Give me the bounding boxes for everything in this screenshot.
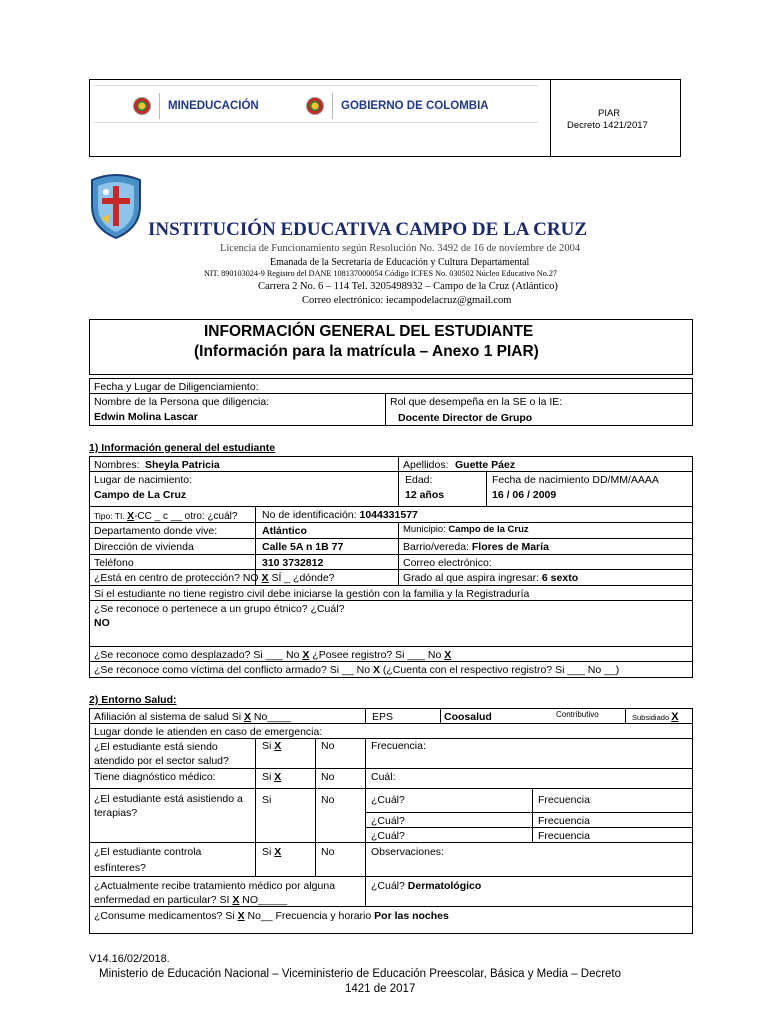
terapias-no: No <box>321 794 335 806</box>
persona-value: Edwin Molina Lascar <box>94 411 198 423</box>
municipio: Municipio: Campo de la Cruz <box>403 524 529 535</box>
terapia-cual-3: ¿Cuál? <box>371 830 405 842</box>
proteccion: ¿Está en centro de protección? NO X SÍ _ ¿dónde? <box>94 572 335 584</box>
version: V14.16/02/2018. <box>89 953 170 965</box>
terapia-cual-1: ¿Cuál? <box>371 794 405 806</box>
grado: Grado al que aspira ingresar: 6 sexto <box>403 572 579 584</box>
institution-name: INSTITUCIÓN EDUCATIVA CAMPO DE LA CRUZ <box>148 219 588 240</box>
fecha-nacimiento-label: Fecha de nacimiento DD/MM/AAAA <box>492 474 659 486</box>
diagnostico-no: No <box>321 771 335 783</box>
barrio: Barrio/vereda: Flores de María <box>403 541 549 553</box>
eps-value: Coosalud <box>444 711 492 723</box>
telefono-value: 310 3732812 <box>262 557 324 569</box>
doc-code: PIAR <box>598 108 621 119</box>
atendido-no: No <box>321 740 335 752</box>
medicamentos: ¿Consume medicamentos? Si X No__ Frecuencia y horario Por las noches <box>94 910 449 922</box>
doc-decree: Decreto 1421/2017 <box>567 120 648 131</box>
form-subtitle: (Información para la matrícula – Anexo 1 PIAR) <box>194 343 539 360</box>
edad-value: 12 años <box>405 489 445 501</box>
terapia-frecuencia-2: Frecuencia <box>538 815 590 827</box>
form-title: INFORMACIÓN GENERAL DEL ESTUDIANTE <box>204 323 534 340</box>
correo-label: Correo electrónico: <box>403 557 492 569</box>
terapia-cual-2: ¿Cuál? <box>371 815 405 827</box>
subsidiado: Subsidiado X <box>632 711 679 723</box>
esfinteres-si: Si X <box>262 846 282 858</box>
victima: ¿Se reconoce como víctima del conflicto armado? Si __ No X (¿Cuenta con el respectivo registro? Si ___ No __) <box>94 664 620 676</box>
gobierno-logo: GOBIERNO DE COLOMBIA <box>306 93 489 119</box>
rol-label: Rol que desempeña en la SE o la IE: <box>390 396 563 408</box>
persona-label: Nombre de la Persona que diligencia: <box>94 396 270 408</box>
footer-line2: 1421 de 2017 <box>345 983 416 995</box>
atendido-si: Si X <box>262 740 282 752</box>
etnico-label: ¿Se reconoce o pertenece a un grupo étnico? ¿Cuál? <box>94 603 345 615</box>
institution-email: Correo electrónico: iecampodelacruz@gmail.com <box>302 295 512 306</box>
apellidos-label: Apellidos: <box>403 459 449 471</box>
section2-heading: 2) Entorno Salud: <box>89 694 177 706</box>
identificacion: No de identificación: 1044331577 <box>262 509 418 521</box>
rol-value: Docente Director de Grupo <box>398 412 533 424</box>
departamento-value: Atlántico <box>262 525 307 537</box>
tratamiento: ¿Actualmente recibe tratamiento médico por alguna enfermedad en particular? SI X NO_____ <box>94 880 336 907</box>
direccion-label: Dirección de vivienda <box>94 541 194 553</box>
tratamiento-cual: ¿Cuál? Dermatológico <box>371 880 482 892</box>
institution-license: Licencia de Funcionamiento según Resolución No. 3492 de 16 de noviembre de 2004 <box>220 243 581 254</box>
institution-address: Carrera 2 No. 6 – 114 Tel. 3205498932 – Campo de la Cruz (Atlántico) <box>258 281 558 292</box>
etnico-value: NO <box>94 617 110 629</box>
terapia-frecuencia-1: Frecuencia <box>538 794 590 806</box>
mineducacion-logo: MINEDUCACIÓN <box>133 93 259 119</box>
diagnostico-si: Si X <box>262 771 282 783</box>
terapias-si: Si <box>262 794 272 806</box>
direccion-value: Calle 5A n 1B 77 <box>262 541 344 553</box>
atendido-label: ¿El estudiante está siendo atendido por el sector salud? <box>94 741 229 768</box>
emergencia-label: Lugar donde le atienden en caso de emergencia: <box>94 726 323 738</box>
apellidos-value: Guette Páez <box>455 459 516 471</box>
edad-label: Edad: <box>405 474 433 486</box>
school-crest-icon <box>88 172 144 240</box>
nombres-value: Sheyla Patricia <box>145 459 220 471</box>
coat-of-arms-icon <box>133 97 151 115</box>
footer-line1: Ministerio de Educación Nacional – Viceministerio de Educación Preescolar, Básica y Media – Decreto <box>99 968 622 980</box>
section1-heading: 1) Información general del estudiante <box>89 442 276 454</box>
afiliacion: Afiliación al sistema de salud Si X No____ <box>94 711 291 723</box>
institution-nit: NIT. 890103024-9 Registro del DANE 108137000054 Código ICFES No. 030502 Núcleo Educativo No.27 <box>204 269 558 278</box>
esfinteres-no: No <box>321 846 335 858</box>
contributivo-label: Contributivo <box>556 710 599 719</box>
frecuencia-label: Frecuencia: <box>371 740 426 752</box>
registro-civil-note: Si el estudiante no tiene registro civil debe iniciarse la gestión con la familia y la Registraduría <box>94 588 530 600</box>
eps-label: EPS <box>372 711 394 723</box>
fecha-nacimiento-value: 16 / 06 / 2009 <box>492 489 557 501</box>
diagnostico-cual: Cuál: <box>371 771 396 783</box>
diagnostico-label: Tiene diagnóstico médico: <box>94 771 216 783</box>
departamento-label: Departamento donde vive: <box>94 525 218 537</box>
terapia-frecuencia-3: Frecuencia <box>538 830 590 842</box>
fecha-lugar-label: Fecha y Lugar de Diligenciamiento: <box>94 381 259 393</box>
lugar-nacimiento-label: Lugar de nacimiento: <box>94 474 193 486</box>
institution-issued: Emanada de la Secretaría de Educación y Cultura Departamental <box>270 257 530 268</box>
tipo-documento: Tipo: TI. X-CC _ c __ otro: ¿cuál? <box>94 510 238 522</box>
esfinteres-label: ¿El estudiante controla esfínteres? <box>94 846 202 874</box>
observaciones-label: Observaciones: <box>371 846 444 858</box>
coat-of-arms-icon <box>306 97 324 115</box>
terapias-label: ¿El estudiante está asistiendo a terapias? <box>94 793 243 820</box>
nombres-label: Nombres: <box>94 459 140 471</box>
telefono-label: Teléfono <box>94 557 134 569</box>
lugar-nacimiento-value: Campo de La Cruz <box>94 489 187 501</box>
desplazado: ¿Se reconoce como desplazado? Si ___ No X ¿Posee registro? Si ___ No X <box>94 649 452 661</box>
